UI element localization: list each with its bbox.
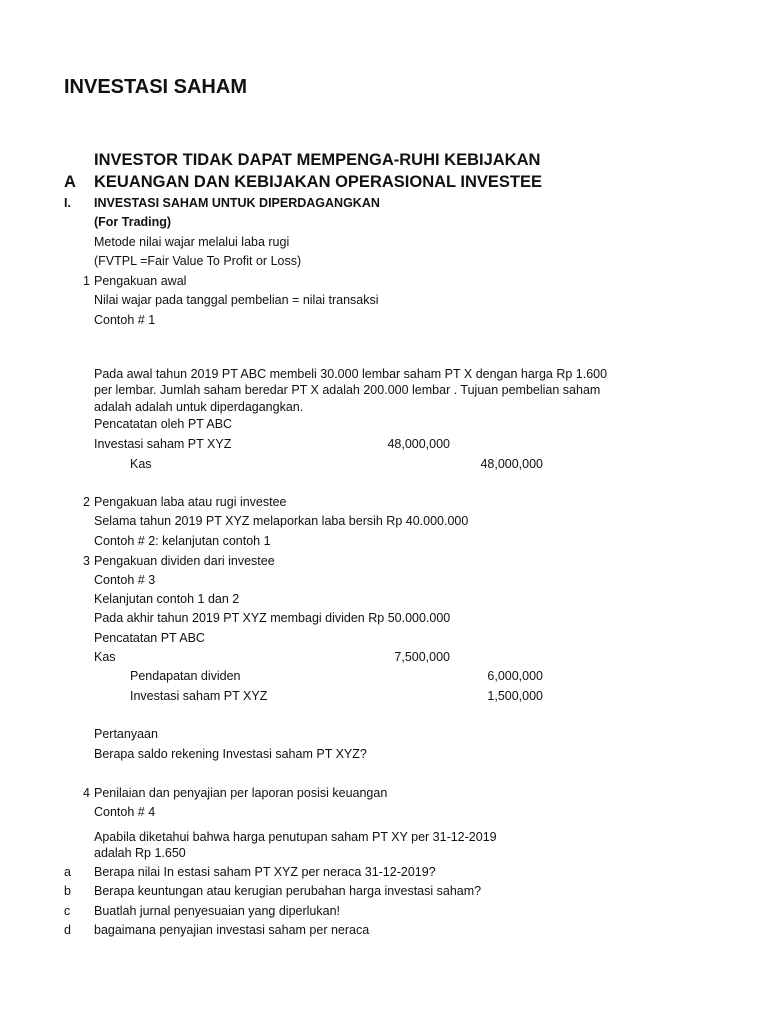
journal3-credit: 1,500,000: [487, 689, 543, 703]
item3-cont: Kelanjutan contoh 1 dan 2: [94, 592, 240, 606]
journal3-credit: 6,000,000: [487, 669, 543, 683]
item2-number: 2: [83, 495, 90, 509]
journal3-debit: 7,500,000: [394, 650, 450, 664]
item3-question: Berapa saldo rekening Investasi saham PT XYZ?: [94, 747, 367, 761]
page-title: INVESTASI SAHAM: [64, 76, 247, 98]
item1-example: Contoh # 1: [94, 313, 156, 327]
item4-example: Contoh # 4: [94, 805, 156, 819]
question-marker: d: [64, 923, 71, 937]
section-a-heading-line2: KEUANGAN DAN KEBIJAKAN OPERASIONAL INVESTEE: [94, 173, 542, 191]
question-marker: b: [64, 884, 71, 898]
item1-number: 1: [83, 274, 90, 288]
item3-recording: Pencatatan PT ABC: [94, 631, 205, 645]
journal1-account: Kas: [130, 457, 152, 471]
item3-example: Contoh # 3: [94, 573, 156, 587]
journal3-account: Kas: [94, 650, 116, 664]
question-text: Berapa keuntungan atau kerugian perubahan harga investasi saham?: [94, 884, 482, 898]
question-text: Berapa nilai In estasi saham PT XYZ per neraca 31-12-2019?: [94, 865, 436, 879]
item4-para-line2: adalah Rp 1.650: [94, 846, 186, 860]
item2-line2: Contoh # 2: kelanjutan contoh 1: [94, 534, 271, 548]
question-text: Buatlah jurnal penyesuaian yang diperlukan!: [94, 904, 341, 918]
item3-question-label: Pertanyaan: [94, 727, 158, 741]
item4-title: Penilaian dan penyajian per laporan posisi keuangan: [94, 786, 388, 800]
item2-line1: Selama tahun 2019 PT XYZ melaporkan laba bersih Rp 40.000.000: [94, 514, 469, 528]
section-i-marker: I.: [64, 196, 71, 210]
journal1-debit: 48,000,000: [387, 437, 450, 451]
section-i-method: Metode nilai wajar melalui laba rugi: [94, 235, 290, 249]
section-i-heading: INVESTASI SAHAM UNTUK DIPERDAGANGKAN: [94, 196, 380, 210]
item3-title: Pengakuan dividen dari investee: [94, 554, 275, 568]
item1-paragraph: Pada awal tahun 2019 PT ABC membeli 30.000 lembar saham PT X dengan harga Rp 1.600 per lembar. Jumlah saham beredar PT X adalah 200.000 lembar . Tujuan pembelian saham adalah adalah untuk diperdagangkan.: [94, 367, 608, 414]
journal1-credit: 48,000,000: [480, 457, 543, 471]
journal1-account: Investasi saham PT XYZ: [94, 437, 232, 451]
section-a-marker: A: [64, 173, 76, 191]
section-i-sub: (For Trading): [94, 215, 172, 229]
journal3-account: Pendapatan dividen: [130, 669, 241, 683]
question-text: bagaimana penyajian investasi saham per neraca: [94, 923, 370, 937]
section-a-heading-line1: INVESTOR TIDAK DAPAT MEMPENGA-RUHI KEBIJAKAN: [94, 151, 541, 169]
item2-title: Pengakuan laba atau rugi investee: [94, 495, 287, 509]
item4-number: 4: [83, 786, 90, 800]
item1-title: Pengakuan awal: [94, 274, 187, 288]
section-i-abbr: (FVTPL =Fair Value To Profit or Loss): [94, 254, 302, 268]
question-marker: a: [64, 865, 71, 879]
item1-rule: Nilai wajar pada tanggal pembelian = nilai transaksi: [94, 293, 379, 307]
item4-para-line1: Apabila diketahui bahwa harga penutupan saham PT XY per 31-12-2019: [94, 830, 497, 844]
question-marker: c: [64, 904, 71, 918]
item3-number: 3: [83, 554, 90, 568]
item3-desc: Pada akhir tahun 2019 PT XYZ membagi dividen Rp 50.000.000: [94, 611, 451, 625]
item1-recording: Pencatatan oleh PT ABC: [94, 417, 233, 431]
journal3-account: Investasi saham PT XYZ: [130, 689, 268, 703]
